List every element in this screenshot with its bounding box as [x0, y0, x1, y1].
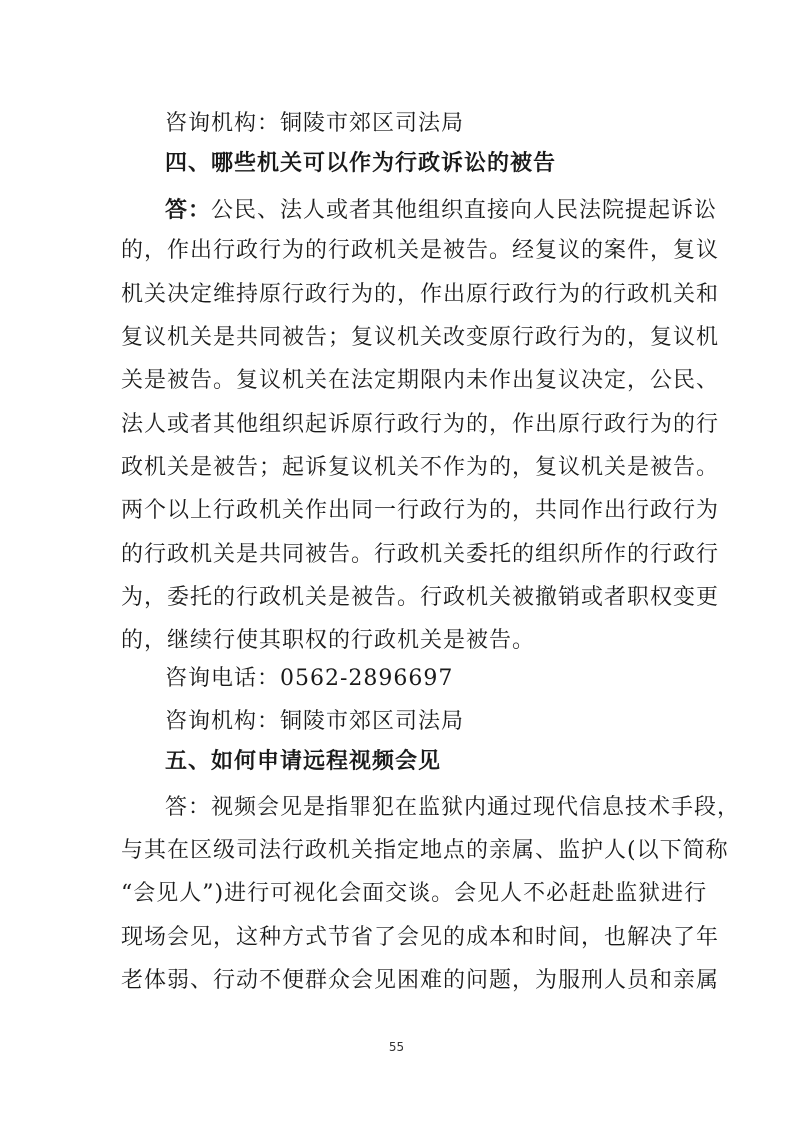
consult-agency-line: 咨询机构：铜陵市郊区司法局 [165, 111, 465, 136]
paragraph-line: 与其在区级司法行政机关指定地点的亲属、监护人(以下简称 [121, 838, 729, 863]
consult-phone-line: 咨询电话：0562-2896697 [165, 666, 454, 691]
paragraph-line: 的，继续行使其职权的行政机关是被告。 [121, 628, 536, 653]
paragraph-line: 的行政机关是共同被告。行政机关委托的组织所作的行政行 [121, 542, 720, 567]
section-heading-5: 五、如何申请远程视频会见 [165, 749, 442, 774]
section-heading-4: 四、哪些机关可以作为行政诉讼的被告 [165, 151, 557, 176]
paragraph-line: 为，委托的行政机关是被告。行政机关被撤销或者职权变更 [121, 585, 720, 610]
paragraph-line: 老体弱、行动不便群众会见困难的问题，为服刑人员和亲属 [121, 968, 720, 993]
paragraph-line: 答：视频会见是指罪犯在监狱内通过现代信息技术手段， [165, 795, 741, 820]
paragraph-line: “会见人”)进行可视化会面交谈。会见人不必赶赴监狱进行 [121, 881, 708, 906]
answer-text: 公民、法人或者其他组织直接向人民法院提起诉讼 [211, 198, 718, 223]
consult-agency-line: 咨询机构：铜陵市郊区司法局 [165, 709, 465, 734]
paragraph-line: 复议机关是共同被告；复议机关改变原行政行为的，复议机 [121, 325, 720, 350]
answer-first-line [165, 195, 718, 227]
paragraph-line: 现场会见，这种方式节省了会见的成本和时间，也解决了年 [121, 925, 720, 950]
paragraph-line: 两个以上行政机关作出同一行政行为的，共同作出行政行为 [121, 498, 720, 523]
page-number: 55 [388, 1040, 405, 1054]
paragraph-line: 关是被告。复议机关在法定期限内未作出复议决定，公民、 [121, 368, 720, 393]
paragraph-line: 的，作出行政行为的行政机关是被告。经复议的案件，复议 [121, 238, 720, 263]
paragraph-line: 政机关是被告；起诉复议机关不作为的，复议机关是被告。 [121, 455, 720, 480]
paragraph-line: 法人或者其他组织起诉原行政行为的，作出原行政行为的行 [121, 412, 720, 437]
paragraph-line: 机关决定维持原行政行为的，作出原行政行为的行政机关和 [121, 282, 720, 307]
answer-label: 答： [165, 198, 212, 223]
